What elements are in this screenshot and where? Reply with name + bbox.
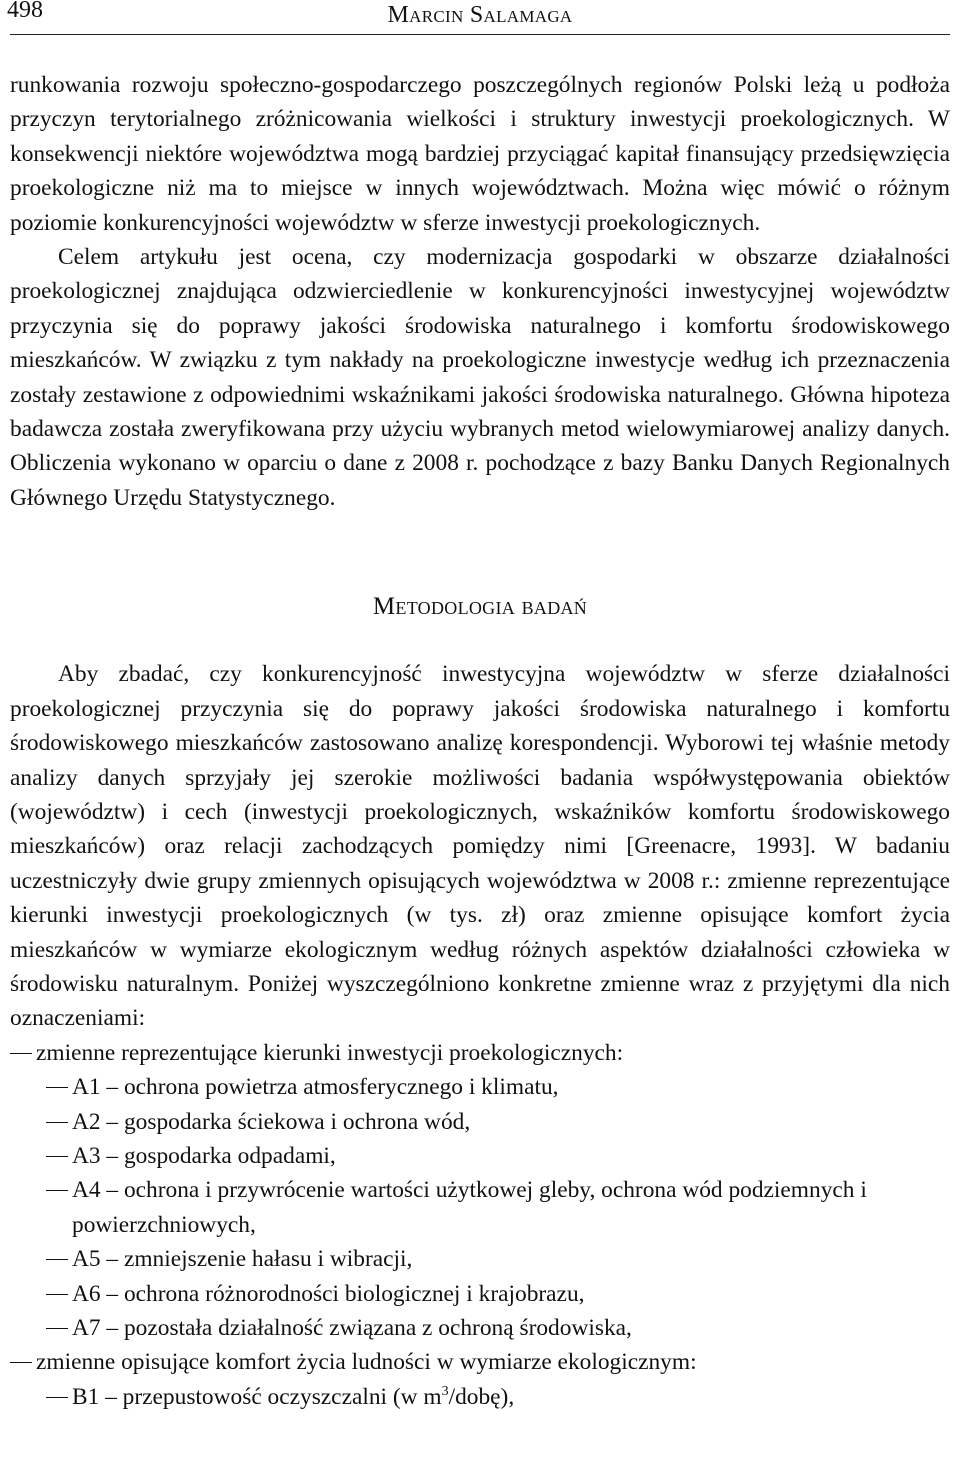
list-item-a2: A2 – gospodarka ściekowa i ochrona wód,	[26, 1105, 950, 1139]
dash-bullet	[46, 1397, 68, 1398]
list-item-a7: A7 – pozostała działalność związana z ochroną środowiska,	[26, 1311, 950, 1345]
paragraph-methodology: Aby zbadać, czy konkurencyjność inwestycyjna województw w sferze działalności proekologicznej przyczynia się do poprawy jakości środowiska naturalnego i komfortu środowiskowego mieszkańców zastosowano analizę korespondencji. Wyborowi tej właśnie metody analizy danych sprzyjały jej szerokie możliwości badania współwystępowania obiektów (województw) i cech (inwestycji proekologicznych, wskaźników komfortu środowiskowego mieszkańców) oraz relacji zachodzących pomiędzy nimi [Greenacre, 1993]. W badaniu uczestniczyły dwie grupy zmiennych opisujących województwa w 2008 r.: zmienne reprezentujące kierunki inwestycji proekologicznych (w tys. zł) oraz zmienne opisujące komfort życia mieszkańców w wymiarze ekologicznym według różnych aspektów działalności człowieka w środowisku naturalnym. Poniżej wyszczególniono konkretne zmienne wraz z przyjętymi dla nich oznaczeniami:	[10, 661, 950, 1032]
section-heading: Metodologia badań	[372, 593, 588, 621]
dash-bullet	[46, 1122, 68, 1123]
dash-bullet	[46, 1087, 68, 1088]
paragraph-intro: runkowania rozwoju społeczno-gospodarczego poszczególnych regionów Polski leżą u podłoża przyczyn terytorialnego zróżnicowania wielkości i struktury inwestycji proekologicznych. W konsekwencji niektóre województwa mogą bardziej przyciągać kapitał finansujący przedsięwzięcia proekologiczne niż ma to miejsce w innych województwach. Można więc mówić o różnym poziomie konkurencyjności województw w sferze inwestycji proekologicznych.	[10, 72, 950, 236]
document-page	[7, 0, 950, 1414]
list-item-group-a: zmienne reprezentujące kierunki inwestycji proekologicznych:	[10, 1036, 950, 1070]
running-head-author: Marcin Salamaga	[387, 2, 573, 28]
running-header	[7, 0, 950, 35]
list-item-group-b: zmienne opisujące komfort życia ludności w wymiarze ekologicznym:	[10, 1345, 950, 1379]
list-item-a3: A3 – gospodarka odpadami,	[26, 1139, 950, 1173]
dash-bullet	[46, 1294, 68, 1295]
variable-list	[10, 1036, 950, 1414]
dash-bullet	[46, 1156, 68, 1157]
superscript: 3	[441, 1383, 449, 1399]
paragraph-aim: Celem artykułu jest ocena, czy modernizacja gospodarki w obszarze działalności proekologicznej znajdująca odzwierciedlenie w konkurencyjności inwestycyjnej województw przyczynia się do poprawy jakości środowiska naturalnego i komfortu środowiskowego mieszkańców. W związku z tym nakłady na proekologiczne inwestycje według ich przeznaczenia zostały zestawione z odpowiednimi wskaźnikami jakości środowiska naturalnego. Główna hipoteza badawcza została zweryfikowana przy użyciu wybranych metod wielowymiarowej analizy danych. Obliczenia wykonano w oparciu o dane z 2008 r. pochodzące z bazy Banku Danych Regionalnych Głównego Urzędu Statystycznego.	[10, 244, 950, 511]
list-item-a1: A1 – ochrona powietrza atmosferycznego i klimatu,	[26, 1070, 950, 1104]
dash-bullet	[46, 1259, 68, 1260]
list-item-b1: B1 – przepustowość oczyszczalni (w $m^3/dobę$),	[26, 1380, 950, 1414]
dash-bullet	[10, 1053, 32, 1054]
list-item-a5: A5 – zmniejszenie hałasu i wibracji,	[26, 1242, 950, 1276]
list-item-a6: A6 – ochrona różnorodności biologicznej i krajobrazu,	[26, 1277, 950, 1311]
page-number: 498	[7, 0, 43, 23]
dash-bullet	[46, 1190, 68, 1191]
dash-bullet	[46, 1328, 68, 1329]
dash-bullet	[10, 1362, 32, 1363]
list-item-a4: A4 – ochrona i przywrócenie wartości użytkowej gleby, ochrona wód podziemnych i powierzchniowych,	[26, 1173, 950, 1242]
